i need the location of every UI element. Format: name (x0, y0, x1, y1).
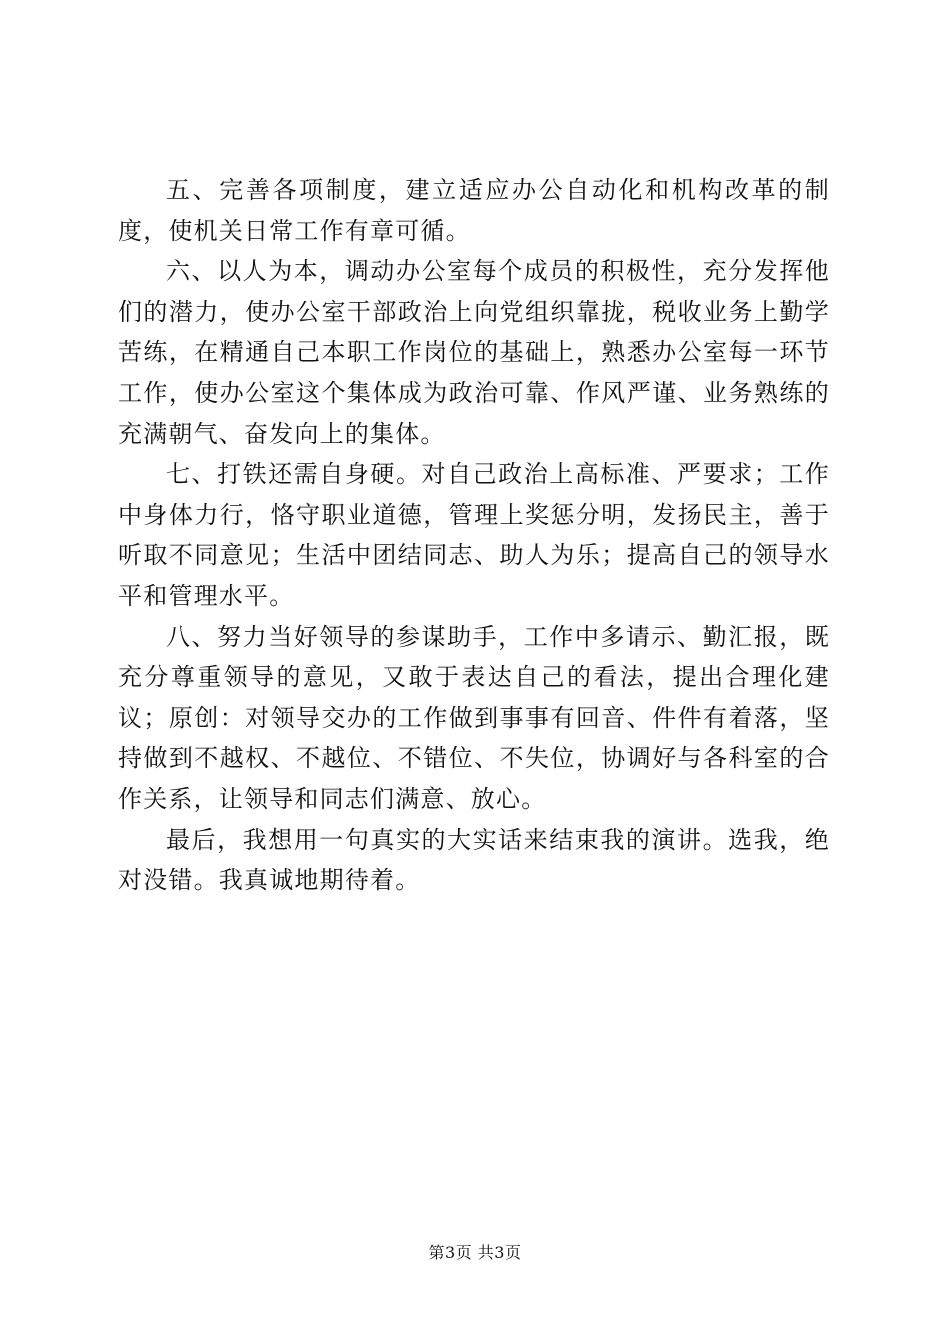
page-footer (0, 1243, 950, 1263)
paragraph-closing: 最后，我想用一句真实的大实话来结束我的演讲。选我，绝对没错。我真诚地期待着。 (118, 825, 830, 895)
paragraph-8: 八、努力当好领导的参谋助手，工作中多请示、勤汇报，既充分尊重领导的意见，又敢于表达自己的看法，提出合理化建议；原创：对领导交办的工作做到事事有回音、件件有着落，坚持做到不越权、不越位、不错位、不失位，协调好与各科室的合作关系，让领导和同志们满意、放心。 (118, 622, 830, 813)
page-number-label: 第3页 共3页 (428, 1243, 522, 1262)
paragraph-7: 七、打铁还需自身硬。对自己政治上高标准、严要求；工作中身体力行，恪守职业道德，管理上奖惩分明，发扬民主，善于听取不同意见；生活中团结同志、助人为乐；提高自己的领导水平和管理水平。 (118, 460, 830, 610)
paragraph-5: 五、完善各项制度，建立适应办公自动化和机构改革的制度，使机关日常工作有章可循。 (118, 176, 830, 245)
document-body (118, 170, 830, 901)
paragraph-6: 六、以人为本，调动办公室每个成员的积极性，充分发挥他们的潜力，使办公室干部政治上向党组织靠拢，税收业务上勤学苦练，在精通自己本职工作岗位的基础上，熟悉办公室每一环节工作，使办公室这个集体成为政治可靠、作风严谨、业务熟练的充满朝气、奋发向上的集体。 (118, 257, 830, 448)
